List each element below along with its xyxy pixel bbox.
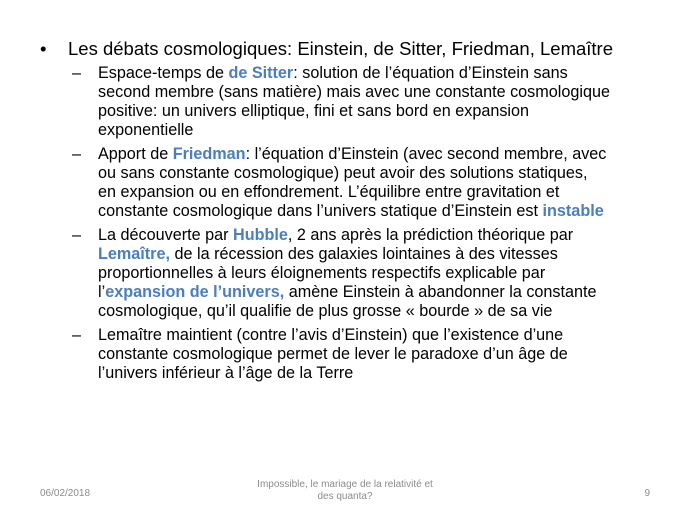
text-segment: constante cosmologique dans l’univers statique d’Einstein est	[98, 202, 543, 220]
dash-icon: –	[72, 145, 82, 163]
text-line	[98, 102, 682, 121]
text-line	[98, 202, 682, 221]
dash-icon: –	[72, 226, 82, 244]
text-segment: Lemaître maintient (contre l’avis d’Einstein) que l’existence d’une	[98, 326, 564, 344]
sub-bullet-item	[72, 64, 682, 140]
text-line	[98, 302, 682, 321]
sub-bullet-item	[72, 145, 682, 221]
text-segment: La découverte par	[98, 226, 233, 244]
text-line	[98, 345, 682, 364]
footer-title-line-1: Impossible, le mariage de la relativité et	[257, 479, 433, 490]
text-segment: , 2 ans après la prédiction théorique par	[287, 226, 574, 244]
footer-title-line-2: des quanta?	[317, 491, 373, 502]
text-segment: ou sans constante cosmologique) peut avoir des solutions statiques,	[98, 164, 588, 182]
highlighted-term: Hubble	[233, 226, 288, 244]
text-segment: l’univers inférieur à l’âge de la Terre	[98, 364, 354, 382]
text-line	[98, 364, 682, 383]
text-segment: cosmologique, qu’il qualifie de plus grosse « bourde » de sa vie	[98, 302, 553, 320]
sub-bullet-item	[72, 226, 682, 321]
text-segment: second membre (sans matière) mais avec une constante cosmologique	[98, 83, 610, 101]
text-segment: : l’équation d’Einstein (avec second membre, avec	[245, 145, 607, 163]
text-segment: constante cosmologique permet de lever le paradoxe d’un âge de	[98, 345, 568, 363]
highlighted-term: instable	[542, 202, 604, 220]
highlighted-term: Friedman	[172, 145, 246, 163]
text-line	[98, 283, 682, 302]
text-line	[98, 145, 682, 164]
footer-date: 06/02/2018	[40, 488, 91, 499]
highlighted-term: Lemaître,	[98, 245, 170, 263]
text-segment: positive: un univers elliptique, fini et sans bord en expansion	[98, 102, 530, 120]
text-segment: de la récession des galaxies lointaines à des vitesses	[169, 245, 558, 263]
footer-title	[240, 479, 450, 503]
sub-bullet-list	[72, 64, 682, 388]
dash-icon: –	[72, 326, 82, 344]
text-line	[98, 164, 682, 183]
text-segment: en expansion ou en effondrement. L’équilibre entre gravitation et	[98, 183, 560, 201]
text-segment: Espace-temps de	[98, 64, 229, 82]
text-line	[98, 64, 682, 83]
text-segment: Apport de	[98, 145, 173, 163]
text-segment: l’	[98, 283, 106, 301]
text-line	[98, 183, 682, 202]
highlighted-term: expansion de l’univers,	[105, 283, 285, 301]
text-line	[98, 121, 682, 140]
bullet-icon: •	[40, 38, 47, 59]
highlighted-term: de Sitter	[228, 64, 294, 82]
dash-icon: –	[72, 64, 82, 82]
text-line	[98, 83, 682, 102]
text-line	[98, 326, 682, 345]
text-line	[98, 264, 682, 283]
footer-page-number: 9	[644, 488, 650, 499]
text-segment: amène Einstein à abandonner la constante	[284, 283, 597, 301]
text-line	[98, 226, 682, 245]
slide-heading: Les débats cosmologiques: Einstein, de Sitter, Friedman, Lemaître	[68, 38, 614, 59]
text-segment: exponentielle	[98, 121, 194, 139]
sub-bullet-item	[72, 326, 682, 383]
text-segment: proportionnelles à leurs éloignements respectifs explicable par	[98, 264, 546, 282]
text-line	[98, 245, 682, 264]
text-segment: : solution de l’équation d’Einstein sans	[293, 64, 568, 82]
